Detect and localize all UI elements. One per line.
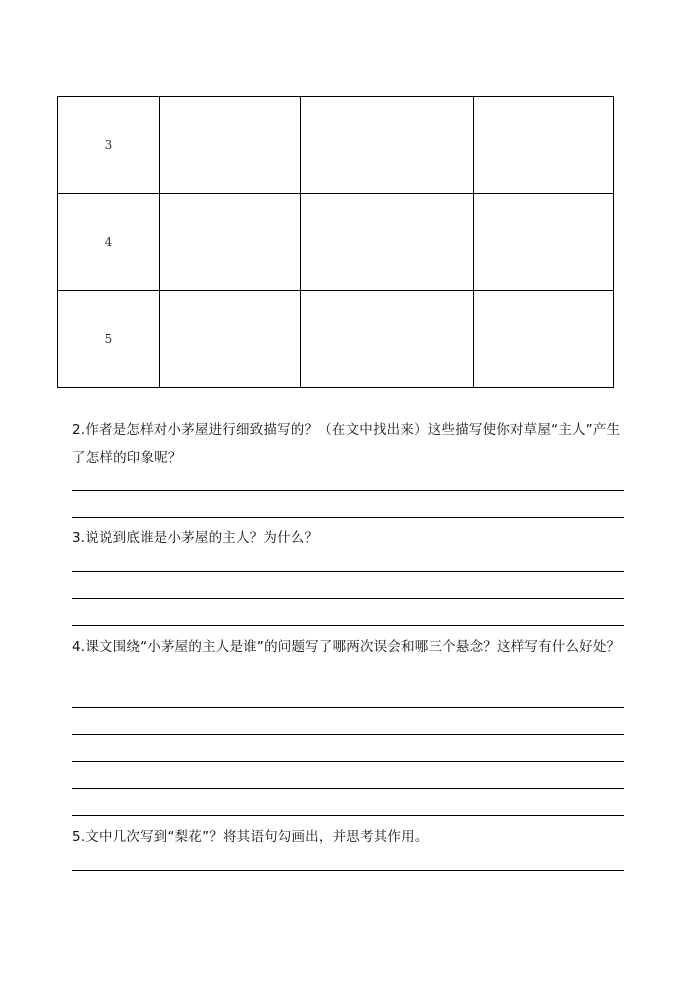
row-number: 4 — [58, 194, 160, 291]
table-row — [58, 291, 614, 388]
answer-line[interactable] — [72, 707, 624, 708]
answer-cell — [474, 291, 614, 388]
answer-line[interactable] — [72, 870, 624, 871]
table-row — [58, 97, 614, 194]
question-3: 3.说说到底谁是小茅屋的主人？为什么？ — [72, 530, 319, 546]
answer-cell — [301, 194, 474, 291]
row-number: 3 — [58, 97, 160, 194]
row-number: 5 — [58, 291, 160, 388]
answer-cell — [301, 97, 474, 194]
answer-cell — [160, 97, 301, 194]
question-2: 2.作者是怎样对小茅屋进行细致描写的？（在文中找出来）这些描写使你对草屋“主人”产生了怎样的印象呢？ — [72, 422, 621, 466]
question-4: 4.课文围绕“小茅屋的主人是谁”的问题写了哪两次误会和哪三个悬念？这样写有什么好处？ — [72, 639, 621, 655]
answer-cell — [160, 194, 301, 291]
answer-line[interactable] — [72, 788, 624, 789]
answer-table — [57, 96, 614, 388]
answer-line[interactable] — [72, 761, 624, 762]
answer-line[interactable] — [72, 815, 624, 816]
question-5: 5.文中几次写到“梨花”？将其语句勾画出，并思考其作用。 — [72, 829, 429, 845]
answer-line[interactable] — [72, 571, 624, 572]
answer-line[interactable] — [72, 517, 624, 518]
answer-line[interactable] — [72, 490, 624, 491]
table-row — [58, 194, 614, 291]
answer-cell — [474, 97, 614, 194]
answer-line[interactable] — [72, 734, 624, 735]
answer-cell — [301, 291, 474, 388]
answer-cell — [160, 291, 301, 388]
answer-cell — [474, 194, 614, 291]
answer-line[interactable] — [72, 598, 624, 599]
answer-line[interactable] — [72, 625, 624, 626]
